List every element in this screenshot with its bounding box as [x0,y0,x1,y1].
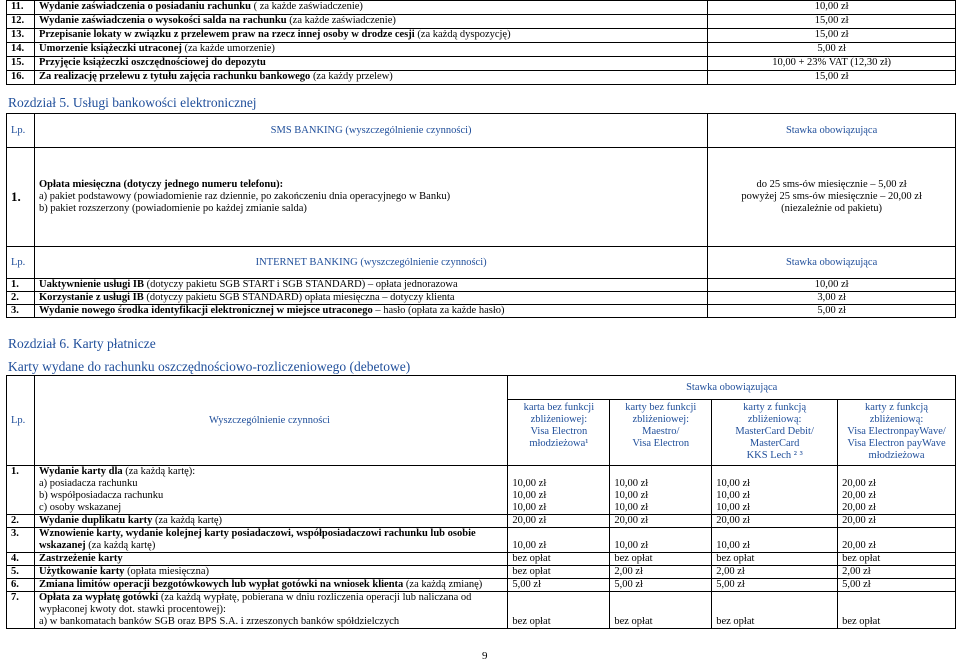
card-type-header-line: karta bez funkcji [523,402,595,413]
card-row [7,566,956,579]
card-row-title: Zastrzeżenie karty [38,553,123,564]
card-row-value: 5,00 zł [838,579,956,592]
card-type-header-line: zbliżeniowej: [632,414,690,425]
card-type-header-line: karty z funkcją [743,402,807,413]
card-type-header-line: Visa Electron payWave [847,438,946,449]
ib-row-amount: 3,00 zł [708,292,956,305]
ib-row [7,305,956,318]
cards-desc-header: Wyszczególnienie czynności [34,376,507,466]
card-row-1-sub-a: a) posiadacza rachunku [38,478,138,489]
card-row-7-title: Opłata za wypłatę gotówki [38,592,159,603]
card-row-1-values-col-3 [712,466,838,515]
sms-rate-header: Stawka obowiązująca [708,114,956,148]
card-row-value: 2,00 zł [610,566,712,579]
fee-row [7,57,956,71]
card-row-value: bez opłat [712,553,838,566]
card-row-1-value: 10,00 zł [614,478,649,489]
fee-row-number: 11. [7,1,35,15]
fee-row [7,71,956,85]
card-row-1-description [34,466,507,515]
card-row-note: (opłata miesięczna) [124,566,209,577]
fee-row-amount: 15,00 zł [708,71,956,85]
section-5-title: Rozdział 5. Usługi bankowości elektronicznej [8,95,257,110]
ib-row-note: (dotyczy pakietu SGB START i SGB STANDARD) – opłata jednorazowa [144,279,458,290]
card-type-header-line: MasterCard Debit/ [735,426,814,437]
card-row-value: 20,00 zł [610,515,712,528]
ib-header: INTERNET BANKING (wyszczególnienie czynności) [34,247,707,279]
card-row-1-note: (za każdą kartę): [122,466,196,477]
fee-row-amount: 10,00 + 23% VAT (12,30 zł) [708,57,956,71]
fee-row-amount: 15,00 zł [708,15,956,29]
card-row-1-sub-b: b) współposiadacza rachunku [38,490,164,501]
ib-row-description [34,292,707,305]
card-row-value: 2,00 zł [838,566,956,579]
card-type-header-line: Maestro/ [642,426,680,437]
card-type-header-line: zbliżeniowej: [530,414,588,425]
fee-row-note: ( za każde zaświadczenie) [250,1,363,12]
card-row-value: 10,00 zł [712,528,838,553]
card-row-value: bez opłat [508,566,610,579]
fee-row-description [34,15,707,29]
sms-package-basic: a) pakiet podstawowy (powiadomienie raz dziennie, po zakończeniu dnia operacyjnego w Banku) [38,191,451,202]
card-type-header-line: KKS Lech ² ³ [746,450,803,461]
sms-rate-line-1: do 25 sms-ów miesięcznie – 5,00 zł [756,179,907,190]
card-row-title: Wydanie duplikatu karty [38,515,153,526]
card-row-value: 5,00 zł [508,579,610,592]
card-row-value: bez opłat [508,553,610,566]
fee-row-amount: 10,00 zł [708,1,956,15]
ib-row-title: Wydanie nowego środka identyfikacji elektronicznej w miejsce utraconego [38,305,373,316]
card-row-description [34,528,507,553]
fees-table-top [6,0,956,85]
card-type-header [610,400,712,466]
card-row-number: 2. [7,515,35,528]
card-row-1-value: 20,00 zł [842,502,876,513]
card-row-description [34,553,507,566]
ib-row-number: 2. [7,292,35,305]
page-number: 9 [482,650,488,662]
card-row-description [34,579,507,592]
fee-row-description [34,71,707,85]
sms-lp-header: Lp. [7,114,35,148]
fee-row [7,15,956,29]
card-row-1-value: 10,00 zł [716,502,751,513]
fee-row-description [34,1,707,15]
card-type-header-line: młodzieżowa [868,450,925,461]
card-row-title: Wznowienie karty, wydanie kolejnej karty posiadaczowi, współposiadaczowi rachunku lub osobie wskazanej [38,528,476,551]
cards-table [6,375,956,629]
card-row-value: 20,00 zł [838,515,956,528]
card-row-1-sub-c: c) osoby wskazanej [38,502,122,513]
card-row [7,579,956,592]
card-row-number: 6. [7,579,35,592]
card-row-1-value: 10,00 zł [716,490,751,501]
fee-row-amount: 15,00 zł [708,29,956,43]
card-row-value: bez opłat [838,553,956,566]
card-type-header [508,400,610,466]
sms-banking-table [6,113,956,247]
fee-row [7,43,956,57]
card-row-value: 5,00 zł [610,579,712,592]
fee-row-note: (za każdy przelew) [310,71,393,82]
card-type-header-line: karty z funkcją [865,402,929,413]
card-row-7-value-4: bez opłat [838,592,956,629]
card-row-description [34,515,507,528]
ib-row [7,279,956,292]
card-row-7-description [34,592,507,629]
card-row-title: Zmiana limitów operacji bezgotówkowych lub wypłat gotówki na wniosek klienta [38,579,404,590]
card-row-7-value-1: bez opłat [508,592,610,629]
card-type-header-line: Visa Electron [530,426,588,437]
card-row [7,515,956,528]
card-row-value: 2,00 zł [712,566,838,579]
card-type-header [712,400,838,466]
sms-row-number: 1. [7,148,35,247]
fee-row-description [34,43,707,57]
sms-rate [708,148,956,247]
card-row-note: (za każdą zmianę) [403,579,483,590]
card-row-1-value: 10,00 zł [614,490,649,501]
cards-lp-header: Lp. [7,376,35,466]
fee-row-number: 16. [7,71,35,85]
ib-row-note: (dotyczy pakietu SGB STANDARD) opłata miesięczna – dotyczy klienta [143,292,455,303]
sms-header: SMS BANKING (wyszczególnienie czynności) [34,114,707,148]
ib-row-amount: 5,00 zł [708,305,956,318]
card-row-value: 10,00 zł [508,528,610,553]
card-row-number: 3. [7,528,35,553]
card-row-7-value-2: bez opłat [610,592,712,629]
fee-row-title: Przyjęcie książeczki oszczędnościowej do depozytu [38,57,266,68]
fee-row-number: 15. [7,57,35,71]
card-row-1-value: 10,00 zł [512,490,547,501]
ib-row [7,292,956,305]
card-row-value: 20,00 zł [712,515,838,528]
ib-row-number: 3. [7,305,35,318]
card-row-1-values-col-4 [838,466,956,515]
card-row-1-title: Wydanie karty dla [38,466,123,477]
card-type-header [838,400,956,466]
card-type-header-line: młodzieżowa¹ [529,438,589,449]
fee-row-note: (za każdą dyspozycję) [414,29,511,40]
card-row [7,528,956,553]
fee-row-description [34,29,707,43]
card-row-note: (za każdą kartę) [152,515,223,526]
card-type-header-line: Visa ElectronpayWave/ [847,426,946,437]
section-6-title: Rozdział 6. Karty płatnicze [8,336,156,351]
fee-row [7,1,956,15]
ib-row-number: 1. [7,279,35,292]
sms-row-description [34,148,707,247]
card-row-1-value: 20,00 zł [842,478,876,489]
card-row-number: 4. [7,553,35,566]
ib-row-amount: 10,00 zł [708,279,956,292]
card-row-number: 5. [7,566,35,579]
ib-row-note: – hasło (opłata za każde hasło) [372,305,505,316]
fee-row-number: 12. [7,15,35,29]
sms-package-extended: b) pakiet rozszerzony (powiadomienie po każdej zmianie salda) [38,203,307,214]
ib-row-description [34,305,707,318]
fee-row-number: 13. [7,29,35,43]
card-row-1-values-col-2 [610,466,712,515]
sms-rate-line-3: (niezależnie od pakietu) [781,203,883,214]
fee-row-title: Umorzenie książeczki utraconej [38,43,182,54]
card-row-1-value: 10,00 zł [512,502,547,513]
card-row-1-value: 10,00 zł [716,478,751,489]
card-row-value: 20,00 zł [838,528,956,553]
card-row [7,553,956,566]
fee-row-title: Wydanie zaświadczenia o wysokości salda na rachunku [38,15,287,26]
cards-rate-header: Stawka obowiązująca [508,376,956,400]
card-type-header-line: zbliżeniową: [747,414,802,425]
card-row-1-number: 1. [7,466,35,515]
fee-row-note: (za każde umorzenie) [181,43,275,54]
fee-row-title: Wydanie zaświadczenia o posiadaniu rachunku [38,1,251,12]
fee-row-number: 14. [7,43,35,57]
card-row-7-note: (za każdą wypłatę, pobierana w dniu rozliczenia operacji lub naliczana od wypłaconej kwoty dot. stawki procentowej): [38,592,472,615]
section-6-subtitle: Karty wydane do rachunku oszczędnościowo-rozliczeniowego (debetowe) [8,359,411,374]
fee-row-title: Przepisanie lokaty w związku z przelewem praw na rzecz innej osoby w drodze cesji [38,29,415,40]
card-row-7-value-3: bez opłat [712,592,838,629]
card-row-1-value: 20,00 zł [842,490,876,501]
fee-row-title: Za realizację przelewu z tytułu zajęcia rachunku bankowego [38,71,311,82]
card-type-header-line: Visa Electron [632,438,690,449]
card-row-value: bez opłat [610,553,712,566]
ib-row-title: Korzystanie z usługi IB [38,292,144,303]
fee-row [7,29,956,43]
card-row-value: 10,00 zł [610,528,712,553]
card-type-header-line: MasterCard [749,438,800,449]
card-row-1-value: 10,00 zł [512,478,547,489]
sms-row-title: Opłata miesięczna (dotyczy jednego numeru telefonu): [38,179,284,190]
card-row-description [34,566,507,579]
ib-row-description [34,279,707,292]
ib-lp-header: Lp. [7,247,35,279]
card-row-value: 20,00 zł [508,515,610,528]
card-row-1-values-col-1 [508,466,610,515]
card-row-7-number: 7. [7,592,35,629]
card-type-header-line: zbliżeniową: [869,414,924,425]
fee-row-amount: 5,00 zł [708,43,956,57]
sms-rate-line-2: powyżej 25 sms-ów miesięcznie – 20,00 zł [741,191,922,202]
card-row-value: 5,00 zł [712,579,838,592]
card-row-note: (za każdą kartę) [85,540,156,551]
fee-row-description [34,57,707,71]
internet-banking-table [6,246,956,318]
ib-row-title: Uaktywnienie usługi IB [38,279,145,290]
fee-row-note: (za każde zaświadczenie) [286,15,396,26]
card-row-title: Użytkowanie karty [38,566,125,577]
card-type-header-line: karty bez funkcji [625,402,697,413]
card-row-7-sub-a: a) w bankomatach banków SGB oraz BPS S.A. i zrzeszonych banków spółdzielczych [38,616,400,627]
ib-rate-header: Stawka obowiązująca [708,247,956,279]
card-row-1-value: 10,00 zł [614,502,649,513]
